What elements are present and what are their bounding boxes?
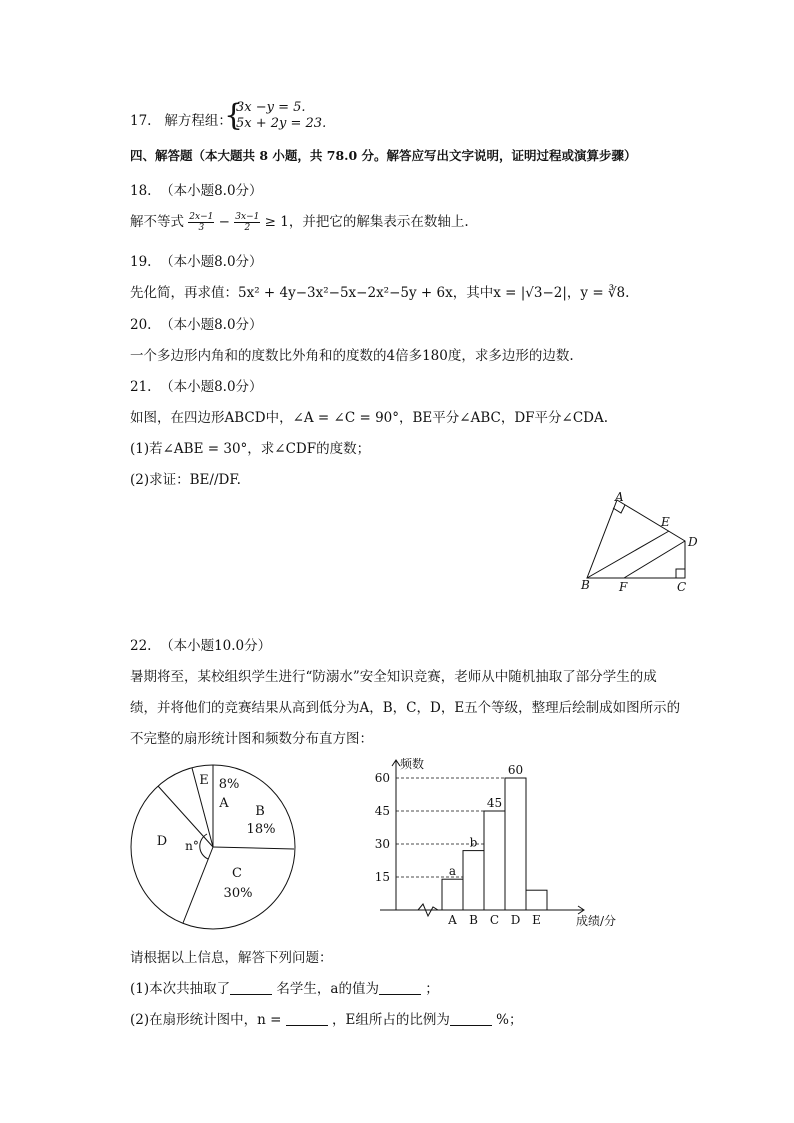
q18-score: （本小题8.0分） — [160, 183, 263, 199]
q22-score: （本小题10.0分） — [160, 638, 272, 654]
q21-text: 如图，在四边形ABCD中，∠A = ∠C = 90°，BE平分∠ABC，DF平分∠CDA. — [130, 410, 609, 426]
q22-para2: 绩，并将他们的竞赛结果从高到低分为A，B，C，D，E五个等级，整理后绘制成如图所示的 — [130, 700, 681, 716]
angle-arc — [200, 834, 208, 859]
right-angle-C — [676, 569, 685, 578]
pie-chart — [128, 762, 298, 932]
q21-part1: (1)若∠ABE = 30°，求∠CDF的度数； — [130, 441, 371, 457]
q22-part2-c: %； — [491, 1012, 523, 1028]
category-label-C: C — [489, 913, 500, 927]
pie-label-C: C — [232, 866, 242, 881]
q18-text-before: 解不等式 — [130, 214, 184, 230]
bar-C — [484, 811, 505, 910]
data-label-A: a — [448, 864, 457, 879]
q20-number: 20. — [130, 317, 152, 333]
q17-eq1: 3x −y = 5. — [236, 100, 306, 115]
label-C: C — [677, 580, 687, 594]
category-label-E: E — [532, 913, 541, 927]
q21-score: （本小题8.0分） — [160, 379, 263, 395]
q22-part1-b: 名学生，a的值为 — [272, 981, 379, 997]
pie-divider-CD — [183, 847, 213, 923]
q22-part1-c: ； — [420, 981, 439, 997]
pie-label-D: D — [156, 834, 168, 849]
q21-header — [130, 375, 263, 395]
q22-number: 22. — [130, 638, 152, 654]
quadrilateral-figure — [570, 488, 710, 598]
q18-number: 18. — [130, 183, 152, 199]
q19-text: 先化简，再求值：5x² + 4y−3x²−5x−2x²−5y + 6x，其中x = |√3−2|，y = ∛8. — [130, 285, 630, 301]
q19-header — [130, 250, 263, 270]
q19-number: 19. — [130, 254, 152, 270]
category-label-D: D — [510, 913, 521, 927]
q18-minus: − — [214, 214, 235, 230]
pie-label-A-pct: 8% — [218, 777, 240, 792]
q17-eq2: 5x + 2y = 23. — [236, 116, 327, 131]
category-label-B: B — [469, 913, 478, 927]
q22-part1 — [130, 977, 439, 997]
q18-frac2-den: 2 — [244, 223, 251, 233]
quadrilateral-outline — [587, 500, 685, 578]
q20-score: （本小题8.0分） — [160, 317, 263, 333]
q22-header — [130, 634, 271, 654]
label-E: E — [661, 515, 670, 529]
label-D: D — [688, 535, 698, 549]
q21-part2: (2)求证：BE//DF. — [130, 472, 241, 488]
pie-divider-BC — [213, 847, 294, 849]
q18-frac1 — [188, 212, 214, 233]
ytick-label-45: 45 — [374, 804, 390, 818]
pie-label-B: B — [255, 804, 265, 819]
q22-after-chart: 请根据以上信息，解答下列问题： — [130, 950, 333, 966]
q22-part2 — [130, 1008, 523, 1028]
q18-frac2-num: 3x−1 — [235, 212, 260, 222]
data-label-C: 45 — [486, 796, 503, 810]
q17-prompt: 解方程组： — [164, 113, 232, 129]
q18-text — [130, 210, 469, 233]
q17-line — [130, 109, 232, 129]
pie-label-A: A — [219, 796, 229, 811]
bar-E — [526, 890, 547, 910]
pie-label-B-pct: 18% — [246, 822, 276, 837]
q18-frac1-den: 3 — [198, 223, 205, 233]
histogram-ylabel: 频数 — [400, 757, 425, 771]
histogram-xlabel: 成绩/分 — [576, 914, 617, 928]
data-label-B: b — [469, 835, 478, 850]
section4-title: 四、解答题（本大题共 8 小题，共 78.0 分。解答应写出文字说明，证明过程或演算步骤） — [130, 148, 637, 163]
q22-part2-a: (2)在扇形统计图中，n = — [130, 1012, 286, 1028]
q22-para1: 暑期将至，某校组织学生进行“防溺水”安全知识竞赛，老师从中随机抽取了部分学生的成 — [130, 669, 657, 685]
histogram-bars — [442, 763, 547, 927]
q18-text-after: ≥ 1，并把它的解集表示在数轴上. — [260, 214, 469, 230]
q18-header — [130, 179, 263, 199]
pie-label-C-pct: 30% — [223, 886, 253, 901]
pie-angle-label: n° — [185, 839, 199, 853]
q20-header — [130, 313, 263, 333]
bar-A — [442, 879, 463, 910]
bar-B — [463, 851, 484, 910]
histogram-chart — [360, 752, 640, 932]
system-brace: { — [224, 98, 244, 133]
q21-number: 21. — [130, 379, 152, 395]
ytick-label-15: 15 — [374, 870, 390, 884]
ytick-label-30: 30 — [374, 837, 390, 851]
pie-label-E: E — [199, 773, 209, 788]
q17-number: 17. — [130, 113, 152, 129]
ytick-label-60: 60 — [374, 771, 390, 785]
category-label-A: A — [448, 913, 457, 927]
label-A: A — [615, 490, 624, 504]
segment-BE — [587, 531, 669, 578]
answer-blank-e-percent[interactable] — [450, 1024, 492, 1026]
q20-text: 一个多边形内角和的度数比外角和的度数的4倍多180度，求多边形的边数. — [130, 348, 574, 364]
label-F: F — [619, 580, 628, 594]
data-label-D: 60 — [507, 763, 524, 777]
q18-frac1-num: 2x−1 — [189, 212, 214, 222]
q22-part1-a: (1)本次共抽取了 — [130, 981, 231, 997]
label-B: B — [581, 578, 590, 592]
q22-para3: 不完整的扇形统计图和频数分布直方图： — [130, 731, 373, 747]
q22-part2-b: ，E组所占的比例为 — [327, 1012, 450, 1028]
q19-score: （本小题8.0分） — [160, 254, 263, 270]
answer-blank-total[interactable] — [230, 993, 272, 995]
q18-frac2 — [234, 212, 260, 233]
answer-blank-n[interactable] — [286, 1024, 328, 1026]
bar-D — [505, 778, 526, 910]
answer-blank-a[interactable] — [379, 993, 421, 995]
